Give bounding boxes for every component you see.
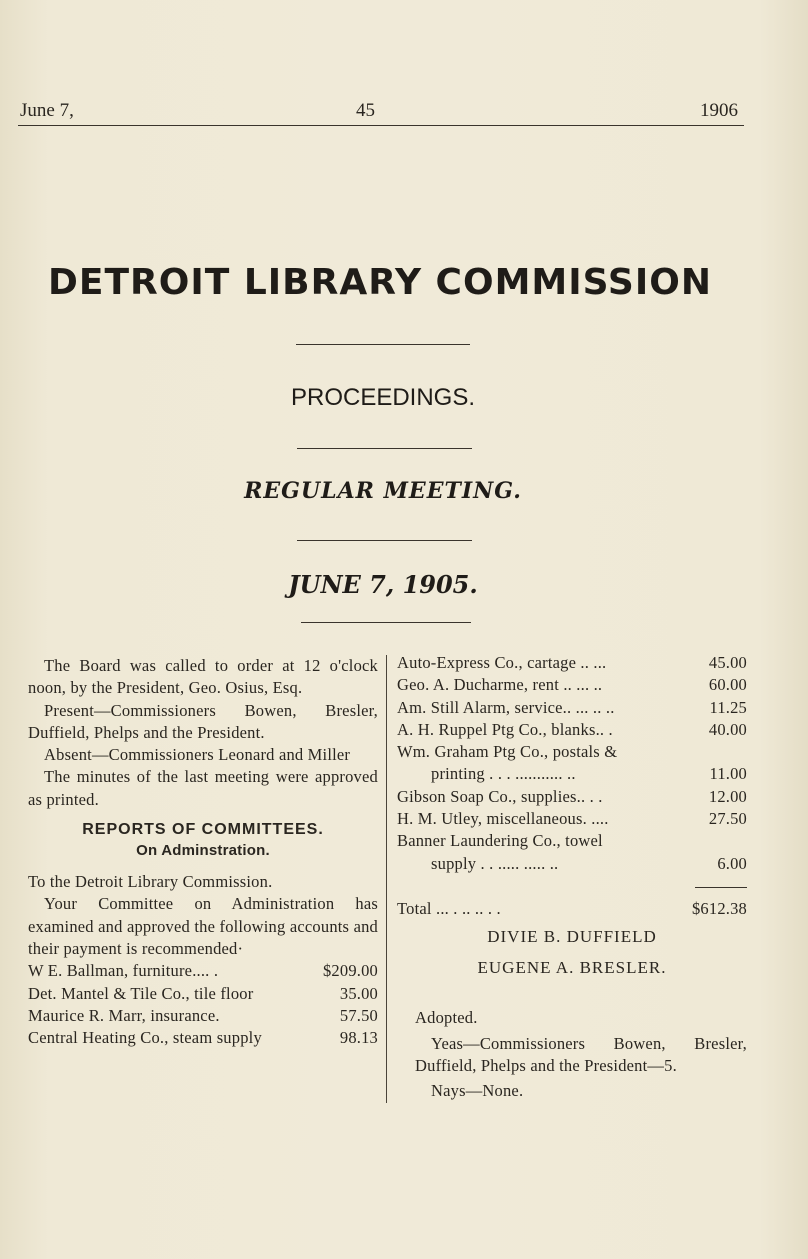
account-line xyxy=(28,1027,378,1049)
signer-2: EUGENE A. BRESLER. xyxy=(477,957,667,977)
account-line xyxy=(28,960,378,982)
divider xyxy=(297,540,472,541)
account-name: Det. Mantel & Tile Co., tile floor xyxy=(28,983,254,1003)
account-line xyxy=(28,1005,378,1027)
divider xyxy=(301,622,471,623)
divider xyxy=(297,448,472,449)
account-name: Auto-Express Co., cartage .. ... xyxy=(397,653,607,672)
account-amount: 98.13 xyxy=(339,1028,378,1048)
account-amount: $209.00 xyxy=(322,961,378,981)
account-amount: 6.00 xyxy=(717,853,747,873)
account-name: Central Heating Co., steam supply xyxy=(28,1028,262,1048)
account-name: Gibson Soap Co., supplies.. . . xyxy=(397,786,603,806)
adopted-text: Adopted. xyxy=(415,1007,478,1027)
account-line xyxy=(397,719,747,741)
account-amount: 35.00 xyxy=(339,983,378,1003)
total-label: Total ... . .. .. . . xyxy=(397,898,501,918)
call-to-order-paragraph: The Board was called to order at 12 o'clock noon, by the President, Geo. Osius, Esq. xyxy=(28,656,378,698)
account-amount: 40.00 xyxy=(708,719,747,739)
meeting-date: JUNE 7, 1905. xyxy=(288,570,478,599)
vote-section xyxy=(397,1007,747,1102)
account-line-first: Banner Laundering Co., towel xyxy=(397,831,603,851)
account-line xyxy=(397,652,747,674)
page-number: 45 xyxy=(356,100,375,121)
account-amount: 57.50 xyxy=(339,1005,378,1025)
committee-paragraph: Your Committee on Administration has examined and approved the following accounts and their payment is recommended· xyxy=(28,894,378,958)
column-divider xyxy=(386,655,387,1103)
proceedings-heading: PROCEEDINGS. xyxy=(290,384,476,411)
account-line xyxy=(397,786,747,808)
account-name: Geo. A. Ducharme, rent .. ... .. xyxy=(397,675,603,695)
left-column xyxy=(28,655,378,1049)
header-rule xyxy=(18,125,744,126)
account-line xyxy=(397,808,747,830)
account-line xyxy=(397,697,747,719)
divider xyxy=(296,344,470,345)
account-line xyxy=(397,674,747,696)
page-title: DETROIT LIBRARY COMMISSION xyxy=(48,262,712,303)
account-name: Maurice R. Marr, insurance. xyxy=(28,1005,220,1025)
nays-text: Nays—None. xyxy=(431,1080,524,1100)
right-column xyxy=(397,652,747,1102)
account-amount: 11.00 xyxy=(709,764,747,784)
account-line xyxy=(397,763,747,785)
running-head-left: June 7, xyxy=(20,100,74,121)
account-line xyxy=(397,853,747,875)
account-name: A. H. Ruppel Ptg Co., blanks.. . xyxy=(397,719,613,739)
total-amount: $612.38 xyxy=(691,898,747,918)
account-name: Am. Still Alarm, service.. ... .. .. xyxy=(397,697,615,717)
account-amount: 11.25 xyxy=(709,697,747,717)
account-line-first: Wm. Graham Ptg Co., postals & xyxy=(397,742,618,762)
absent-paragraph: Absent—Commissioners Leonard and Miller xyxy=(44,745,351,765)
reports-subheading: On Adminstration. xyxy=(136,842,270,860)
account-name: supply . . ..... ..... .. xyxy=(431,853,559,873)
account-line xyxy=(28,983,378,1005)
address-paragraph: To the Detroit Library Commission. xyxy=(28,872,273,892)
account-name: printing . . . ........... .. xyxy=(431,764,576,784)
account-name: W E. Ballman, furniture.... . xyxy=(28,961,219,981)
account-amount: 27.50 xyxy=(708,809,747,829)
reports-heading: REPORTS OF COMMITTEES. xyxy=(82,821,324,839)
yeas-text: Yeas—Commissioners Bowen, Bresler, Duffield, Phelps and the President—5. xyxy=(415,1034,747,1076)
account-name: H. M. Utley, miscellaneous. .... xyxy=(397,809,609,829)
meeting-type-heading: REGULAR MEETING. xyxy=(244,478,522,504)
total-rule xyxy=(695,887,747,888)
account-amount: 60.00 xyxy=(708,675,747,695)
account-amount: 45.00 xyxy=(708,653,747,672)
account-amount: 12.00 xyxy=(708,786,747,806)
minutes-paragraph: The minutes of the last meeting were approved as printed. xyxy=(28,767,378,809)
total-line xyxy=(397,898,747,920)
running-head-year: 1906 xyxy=(700,100,738,121)
present-paragraph: Present—Commissioners Bowen, Bresler, Duffield, Phelps and the President. xyxy=(28,700,378,742)
signer-1: DIVIE B. DUFFIELD xyxy=(487,927,657,947)
